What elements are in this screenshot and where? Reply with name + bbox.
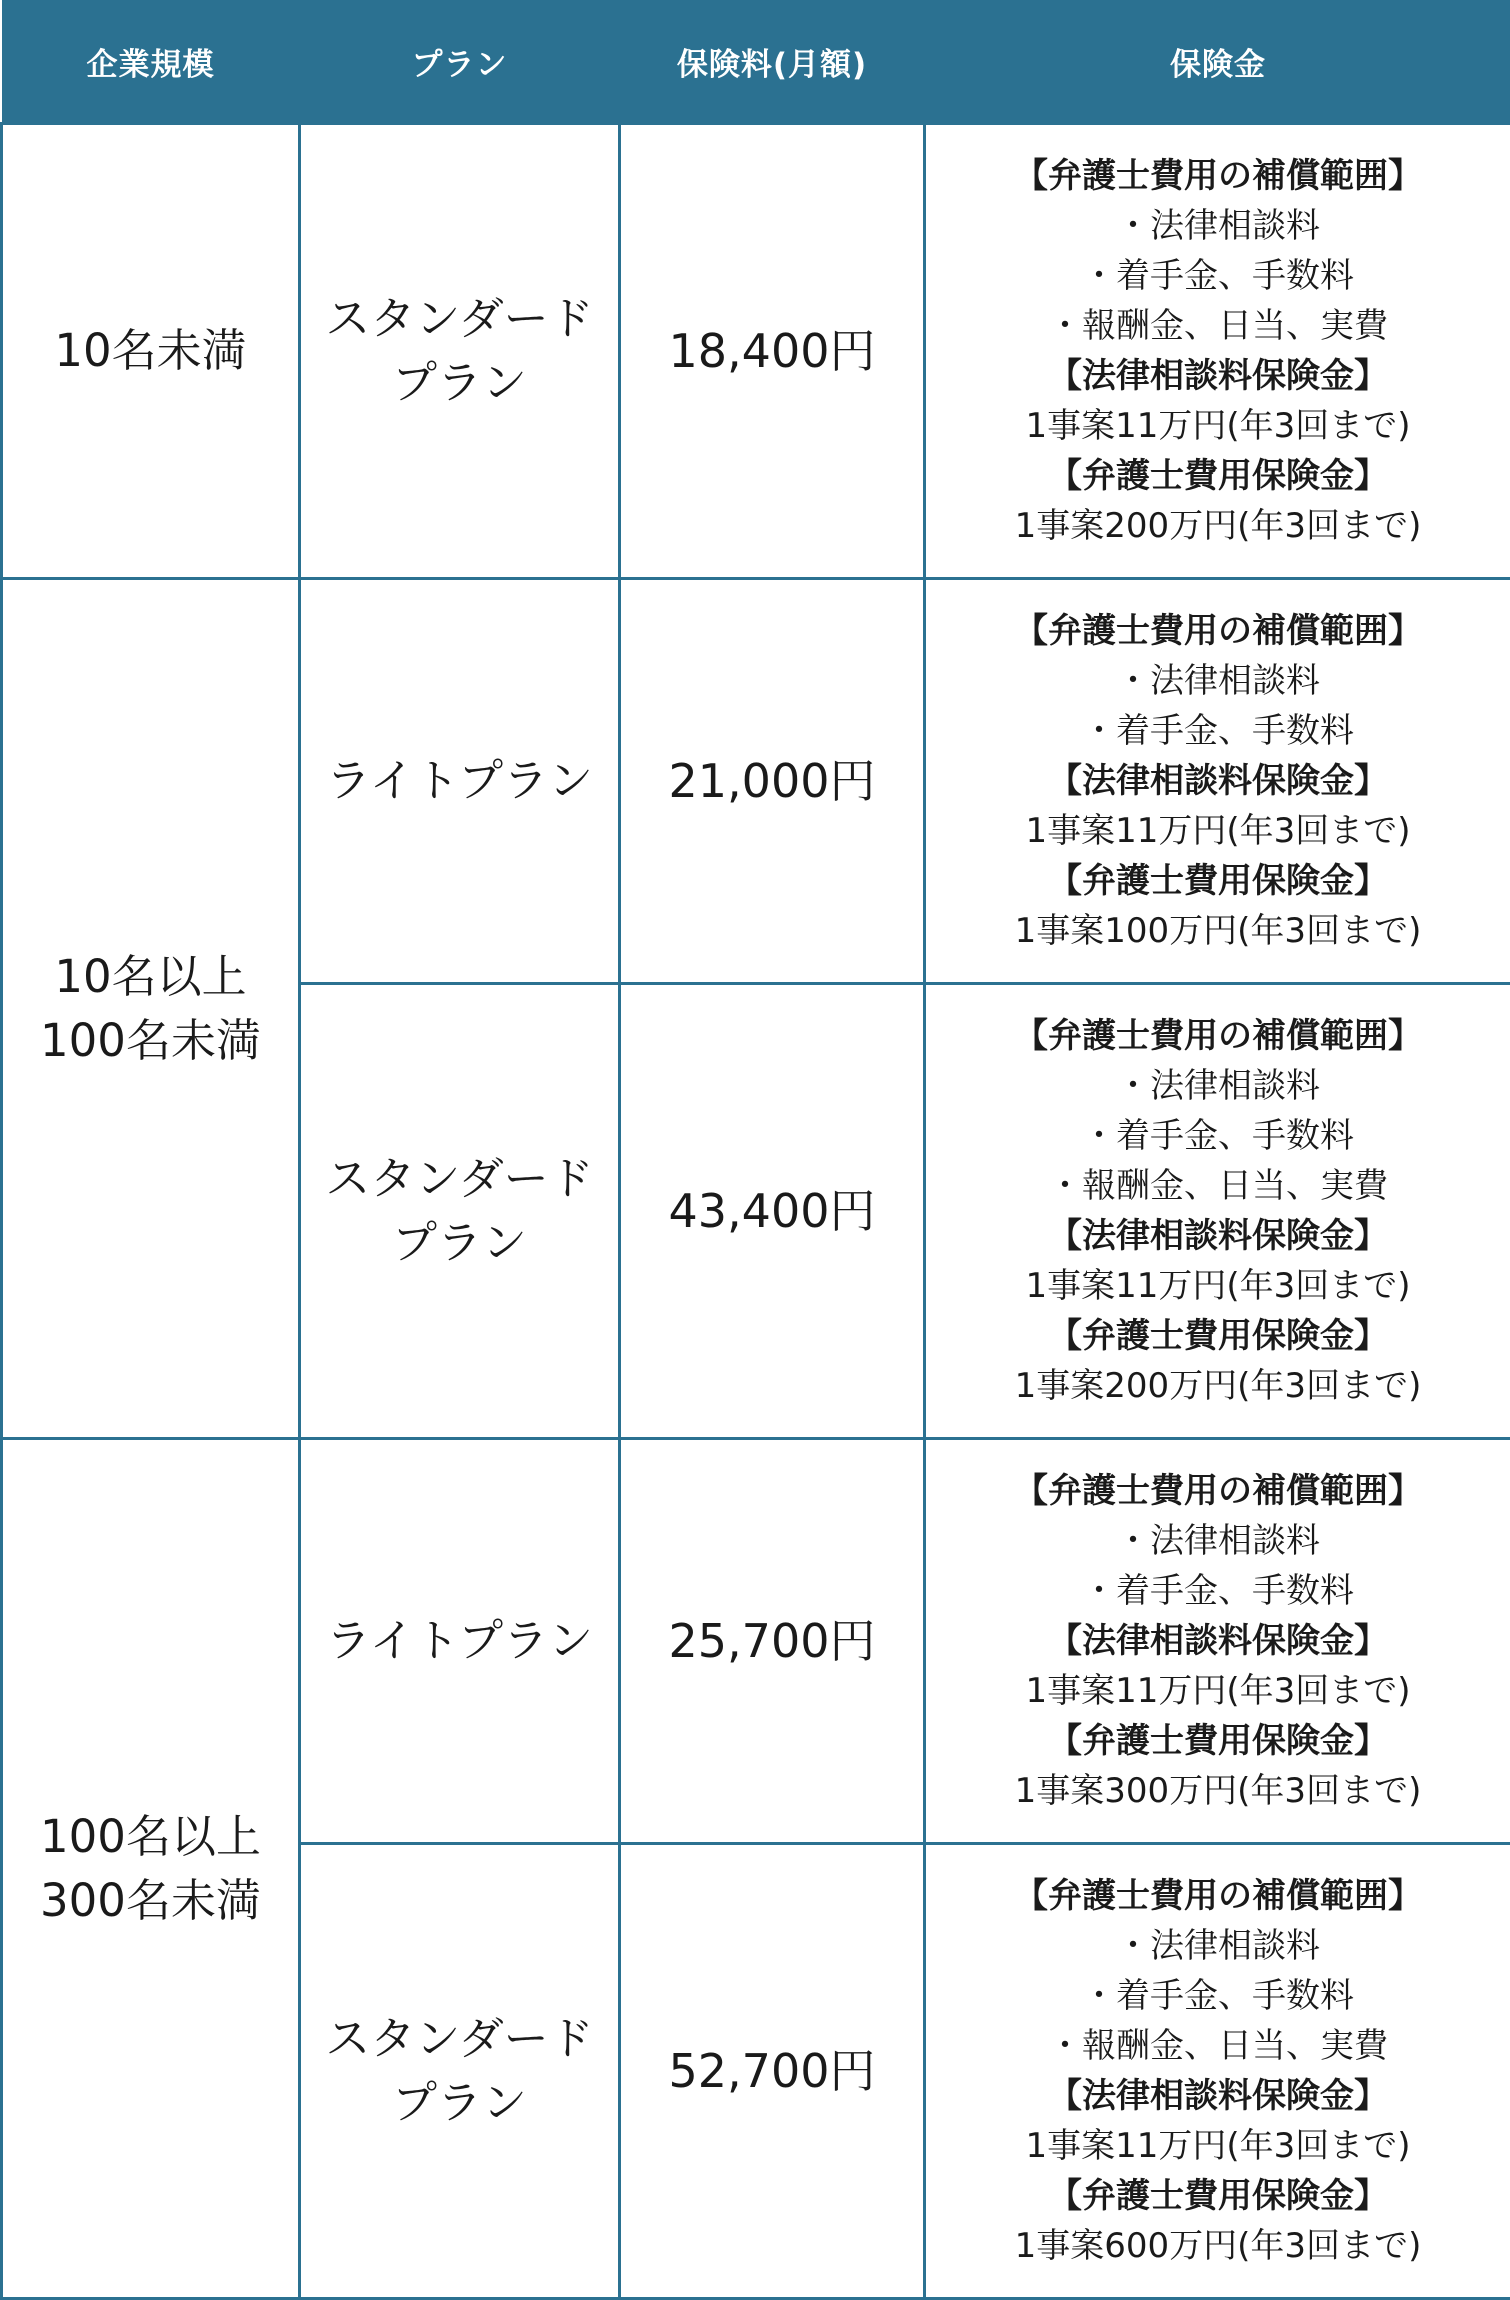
company-size-cell	[2, 1439, 300, 2299]
company-size-line: 300名未満	[40, 1873, 261, 1927]
header-monthly-fee: 保険料(月額)	[620, 0, 925, 124]
header-company-size: 企業規模	[2, 0, 300, 124]
benefit-heading: 【弁護士費用の補償範囲】	[1014, 1016, 1422, 1056]
benefit-heading: 【弁護士費用の補償範囲】	[1014, 156, 1422, 196]
benefit-line: 1事案11万円(年3回まで)	[1025, 1266, 1411, 1306]
benefit-line: ・着手金、手数料	[1082, 711, 1354, 751]
company-size-line: 100名未満	[40, 1013, 261, 1067]
plan-name-line: プラン	[391, 1216, 527, 1269]
company-size-cell	[2, 579, 300, 1439]
monthly-fee-cell: 18,400円	[620, 124, 925, 579]
benefit-line: ・報酬金、日当、実費	[1048, 306, 1388, 346]
benefit-line: ・着手金、手数料	[1082, 1571, 1354, 1611]
benefit-cell	[925, 1844, 1510, 2299]
plan-name-line: スタンダード	[325, 2012, 594, 2065]
benefit-heading: 【弁護士費用保険金】	[1048, 861, 1388, 901]
benefit-heading: 【法律相談料保険金】	[1048, 356, 1388, 396]
benefit-heading: 【法律相談料保険金】	[1048, 1621, 1388, 1661]
benefit-line: 1事案300万円(年3回まで)	[1014, 1771, 1422, 1811]
plan-name-line: プラン	[391, 2076, 527, 2129]
plan-name-line: スタンダード	[325, 292, 594, 345]
benefit-line: ・法律相談料	[1116, 661, 1320, 701]
plan-name-cell	[300, 124, 620, 579]
plan-name-cell	[300, 1844, 620, 2299]
company-size-line: 10名未満	[54, 324, 247, 377]
plan-name-cell	[300, 984, 620, 1439]
benefit-heading: 【弁護士費用保険金】	[1048, 1316, 1388, 1356]
benefit-line: 1事案600万円(年3回まで)	[1014, 2226, 1422, 2266]
benefit-line: ・着手金、手数料	[1082, 1116, 1354, 1156]
benefit-line: 1事案200万円(年3回まで)	[1014, 1366, 1422, 1406]
benefit-heading: 【法律相談料保険金】	[1048, 761, 1388, 801]
benefit-cell	[925, 1439, 1510, 1844]
plan-name-line: スタンダード	[325, 1152, 594, 1205]
monthly-fee-cell: 21,000円	[620, 579, 925, 984]
company-size-line: 100名以上	[40, 1809, 261, 1863]
benefit-line: ・着手金、手数料	[1082, 1976, 1354, 2016]
benefit-line: 1事案100万円(年3回まで)	[1014, 911, 1422, 951]
plan-name-line: プラン	[391, 356, 527, 409]
benefit-heading: 【弁護士費用の補償範囲】	[1014, 611, 1422, 651]
benefit-line: 1事案200万円(年3回まで)	[1014, 506, 1422, 546]
benefit-heading: 【法律相談料保険金】	[1048, 1216, 1388, 1256]
benefit-line: ・着手金、手数料	[1082, 256, 1354, 296]
benefit-cell	[925, 124, 1510, 579]
header-benefit: 保険金	[925, 0, 1510, 124]
plan-name-cell	[300, 1439, 620, 1844]
benefit-line: ・法律相談料	[1116, 1066, 1320, 1106]
table-row	[2, 1439, 1510, 1844]
monthly-fee-cell: 43,400円	[620, 984, 925, 1439]
benefit-line: ・報酬金、日当、実費	[1048, 2026, 1388, 2066]
benefit-line: 1事案11万円(年3回まで)	[1025, 2126, 1411, 2166]
benefit-cell	[925, 984, 1510, 1439]
benefit-heading: 【弁護士費用の補償範囲】	[1014, 1876, 1422, 1916]
benefit-line: ・法律相談料	[1116, 206, 1320, 246]
benefit-heading: 【弁護士費用保険金】	[1048, 1721, 1388, 1761]
plan-name-line: ライトプラン	[325, 754, 594, 807]
company-size-cell	[2, 124, 300, 579]
plan-name-line: ライトプラン	[325, 1614, 594, 1667]
table-body	[2, 124, 1510, 2299]
benefit-cell	[925, 579, 1510, 984]
table-header	[2, 0, 1510, 124]
benefit-line: 1事案11万円(年3回まで)	[1025, 406, 1411, 446]
benefit-line: ・法律相談料	[1116, 1521, 1320, 1561]
monthly-fee-cell: 25,700円	[620, 1439, 925, 1844]
monthly-fee-cell: 52,700円	[620, 1844, 925, 2299]
benefit-line: 1事案11万円(年3回まで)	[1025, 1671, 1411, 1711]
benefit-line: ・法律相談料	[1116, 1926, 1320, 1966]
benefit-line: 1事案11万円(年3回まで)	[1025, 811, 1411, 851]
table-row	[2, 124, 1510, 579]
benefit-heading: 【弁護士費用保険金】	[1048, 456, 1388, 496]
header-row	[2, 0, 1510, 124]
plan-name-cell	[300, 579, 620, 984]
benefit-heading: 【弁護士費用の補償範囲】	[1014, 1471, 1422, 1511]
benefit-heading: 【弁護士費用保険金】	[1048, 2176, 1388, 2216]
company-size-line: 10名以上	[54, 949, 247, 1003]
header-plan: プラン	[300, 0, 620, 124]
benefit-line: ・報酬金、日当、実費	[1048, 1166, 1388, 1206]
benefit-heading: 【法律相談料保険金】	[1048, 2076, 1388, 2116]
table-row	[2, 579, 1510, 984]
